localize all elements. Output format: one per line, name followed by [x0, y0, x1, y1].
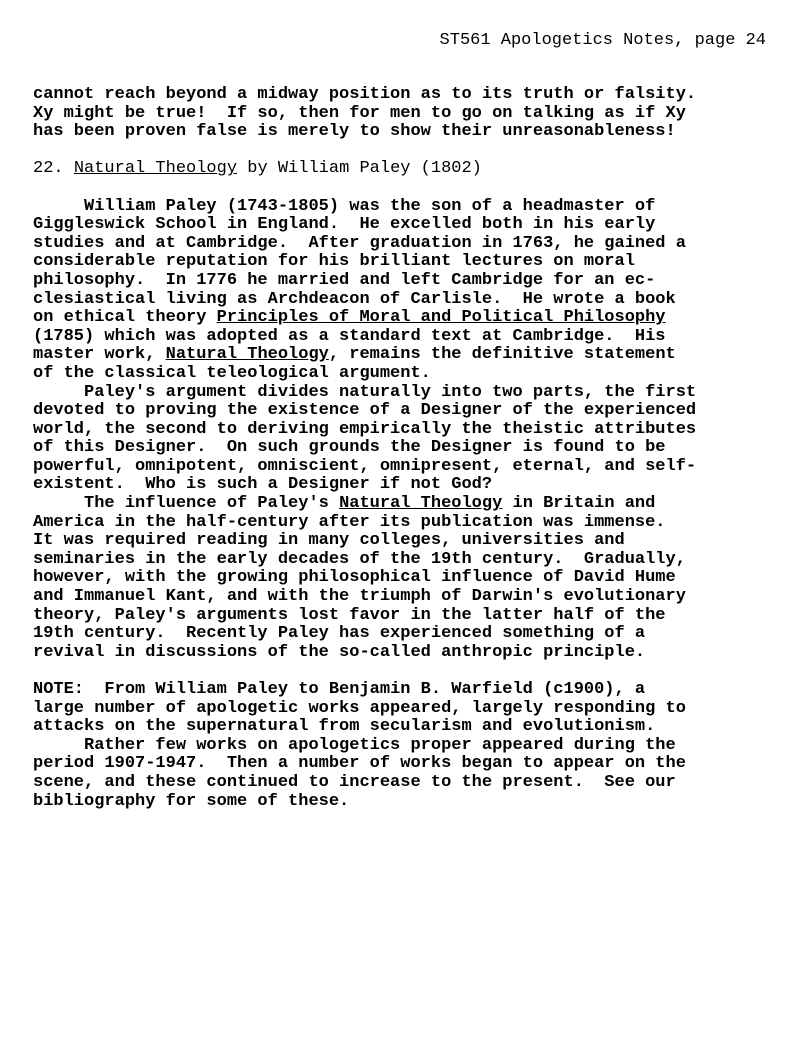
text-line: considerable reputation for his brilliant lectures on moral — [33, 252, 635, 272]
section-heading — [33, 160, 773, 179]
text-line — [33, 309, 773, 328]
text-line: Xy might be true! If so, then for men to go on talking as if Xy — [33, 103, 686, 123]
text-line: 19th century. Recently Paley has experienced something of a — [33, 624, 646, 644]
text-line: of the classical teleological argument. — [33, 363, 431, 383]
text-line: Giggleswick School in England. He excelled both in his early — [33, 215, 656, 235]
text-line: studies and at Cambridge. After graduation in 1763, he gained a — [33, 233, 686, 253]
book-title: Principles of Moral and Political Philosophy — [216, 308, 666, 328]
text-line: scene, and these continued to increase to the present. See our — [33, 772, 676, 792]
text-line: clesiastical living as Archdeacon of Carlisle. He wrote a book — [33, 289, 676, 309]
text-line: world, the second to deriving empirically the theistic attributes — [33, 419, 697, 439]
text-line: seminaries in the early decades of the 19th century. Gradually, — [33, 549, 686, 569]
text-line: America in the half-century after its publication was immense. — [33, 512, 666, 532]
text-line: powerful, omnipotent, omniscient, omnipresent, eternal, and self- — [33, 456, 697, 476]
text-line: (1785) which was adopted as a standard text at Cambridge. His — [33, 326, 666, 346]
text-line — [33, 346, 773, 365]
text-span: on ethical theory — [33, 308, 217, 328]
note-label: NOTE: — [33, 680, 85, 699]
book-title: Natural Theology — [165, 345, 329, 365]
text-line: and Immanuel Kant, and with the triumph of Darwin's evolutionary — [33, 587, 686, 607]
text-span: The influence of Paley's — [33, 494, 340, 514]
text-line: however, with the growing philosophical influence of David Hume — [33, 568, 676, 588]
text-line: has been proven false is merely to show their unreasonableness! — [33, 122, 676, 142]
text-line: bibliography for some of these. — [33, 791, 350, 811]
text-span: in Britain and — [502, 494, 656, 514]
text-line: Rather few works on apologetics proper appeared during the — [33, 735, 676, 755]
text-line: Paley's argument divides naturally into two parts, the first — [33, 382, 697, 402]
text-line — [33, 495, 773, 514]
document-body — [33, 86, 773, 811]
page-header: ST561 Apologetics Notes, page 24 — [439, 31, 766, 50]
text-span: , remains the definitive statement — [328, 345, 676, 365]
text-line: period 1907-1947. Then a number of works began to appear on the — [33, 754, 686, 774]
book-title: Natural Theology — [339, 494, 503, 514]
text-line: existent. Who is such a Designer if not God? — [33, 475, 493, 495]
text-line: theory, Paley's arguments lost favor in the latter half of the — [33, 605, 666, 625]
section-title: Natural Theology — [73, 159, 238, 179]
note-line — [33, 681, 773, 700]
text-span: master work, — [33, 345, 166, 365]
text-line: devoted to proving the existence of a Designer of the experienced — [33, 401, 697, 421]
text-line: William Paley (1743-1805) was the son of a headmaster of — [33, 196, 656, 216]
text-line: large number of apologetic works appeared, largely responding to — [33, 698, 686, 718]
text-line: philosophy. In 1776 he married and left Cambridge for an ec- — [33, 270, 656, 290]
text-line: attacks on the supernatural from secularism and evolutionism. — [33, 717, 656, 737]
section-author: by William Paley (1802) — [237, 159, 482, 179]
text-line: of this Designer. On such grounds the Designer is found to be — [33, 438, 666, 458]
text-line: It was required reading in many colleges, universities and — [33, 531, 625, 551]
section-number: 22. — [33, 159, 74, 179]
text-line: cannot reach beyond a midway position as to its truth or falsity. — [33, 85, 697, 104]
text-span: From William Paley to Benjamin B. Warfield (c1900), a — [84, 680, 646, 699]
text-line: revival in discussions of the so-called anthropic principle. — [33, 642, 646, 662]
